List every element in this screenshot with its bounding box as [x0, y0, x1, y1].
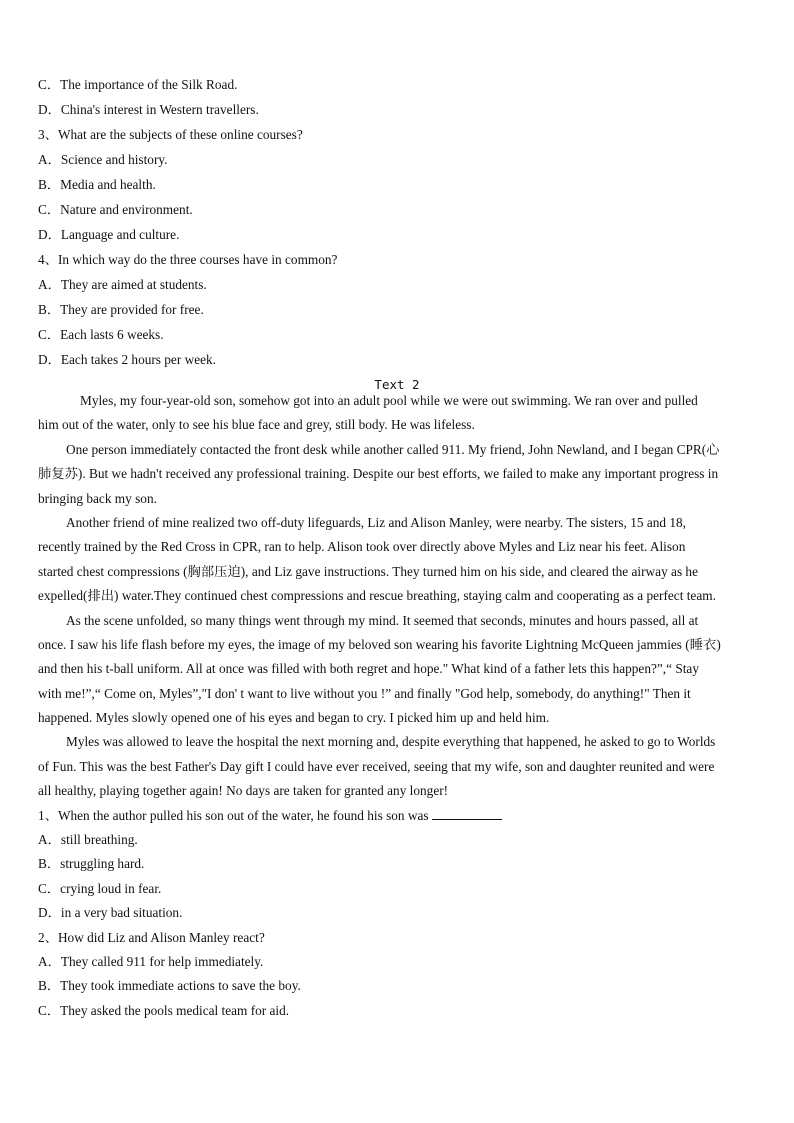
option-line: D．in a very bad situation.	[38, 905, 183, 921]
question-line: 4、In which way do the three courses have in common?	[38, 252, 338, 267]
passage-line: all healthy, playing together again! No days are taken for granted any longer!	[38, 783, 449, 799]
question-line: 2、How did Liz and Alison Manley react?	[38, 929, 265, 945]
section-title: Text 2	[374, 377, 420, 392]
passage-line: Myles was allowed to leave the hospital the next morning and, despite everything that happened, he asked to go to Worlds	[66, 734, 716, 750]
passage-line: once. I saw his life flash before my eyes, the image of my beloved son wearing his favorite Lightning McQueen jammies (睡衣)	[38, 636, 721, 652]
passage-line: bringing back my son.	[38, 490, 157, 506]
passage-line: him out of the water, only to see his blue face and grey, still body. He was lifeless.	[38, 417, 475, 433]
question-text: 1、When the author pulled his son out of the water, he found his son was	[38, 807, 432, 823]
passage-line: happened. Myles slowly opened one of his eyes and began to cry. I picked him up and held him.	[38, 710, 550, 726]
passage-line: One person immediately contacted the front desk while another called 911. My friend, John Newland, and I began CPR(心	[66, 441, 720, 457]
passage-line: As the scene unfolded, so many things went through my mind. It seemed that seconds, minutes and hours passed, all at	[66, 612, 699, 628]
option-line: A．Science and history.	[38, 152, 168, 167]
option-line: D．Each takes 2 hours per week.	[38, 352, 216, 367]
option-line: D．China's interest in Western travellers.	[38, 102, 259, 117]
passage-line: recently trained by the Red Cross in CPR, ran to help. Alison took over directly above Myles and Liz near his feet. Alison	[38, 539, 686, 555]
passage-line: 肺复苏). But we hadn't received any professional training. Despite our best efforts, we failed to make any important progress in	[38, 466, 719, 482]
option-line: A．They are aimed at students.	[38, 277, 207, 292]
option-line: B．Media and health.	[38, 177, 156, 192]
passage-line: Another friend of mine realized two off-duty lifeguards, Liz and Alison Manley, were nearby. The sisters, 15 and 18,	[66, 514, 686, 530]
passage-line: Myles, my four-year-old son, somehow got into an adult pool while we were out swimming. We ran over and pulled	[80, 393, 698, 408]
option-line: A．They called 911 for help immediately.	[38, 953, 264, 969]
option-line: B．They are provided for free.	[38, 302, 204, 317]
question-line	[38, 807, 758, 831]
previous-questions	[38, 76, 337, 376]
passage-line: started chest compressions (胸部压迫), and Liz gave instructions. They turned him on his side, and cleared the airway as he	[38, 563, 698, 579]
passage-line: expelled(排出) water.They continued chest compressions and rescue breathing, staying calm and cooperating as a perfect team.	[38, 588, 716, 604]
passage-line: of Fun. This was the best Father's Day gift I could have ever received, seeing that my wife, son and daughter reunited and were	[38, 758, 715, 774]
option-line: C．crying loud in fear.	[38, 880, 162, 896]
question-line: 3、What are the subjects of these online courses?	[38, 127, 303, 142]
option-line: A．still breathing.	[38, 832, 138, 848]
option-line: C．They asked the pools medical team for aid.	[38, 1002, 290, 1018]
option-line: C．Each lasts 6 weeks.	[38, 327, 164, 342]
answer-blank	[432, 807, 502, 820]
passage-line: with me!”,“ Come on, Myles”,"I don' t want to live without you !” and finally "God help, somebody, do anything!" Then it	[38, 685, 691, 701]
option-line: B．They took immediate actions to save the boy.	[38, 978, 301, 994]
option-line: C．The importance of the Silk Road.	[38, 77, 238, 92]
passage	[38, 392, 758, 1026]
option-line: B．struggling hard.	[38, 856, 145, 872]
option-line: D．Language and culture.	[38, 227, 180, 242]
passage-line: and then his t-ball uniform. All at once was filled with both regret and hope." What kind of a father lets this happen?”,“ Stay	[38, 661, 699, 677]
option-line: C．Nature and environment.	[38, 202, 193, 217]
